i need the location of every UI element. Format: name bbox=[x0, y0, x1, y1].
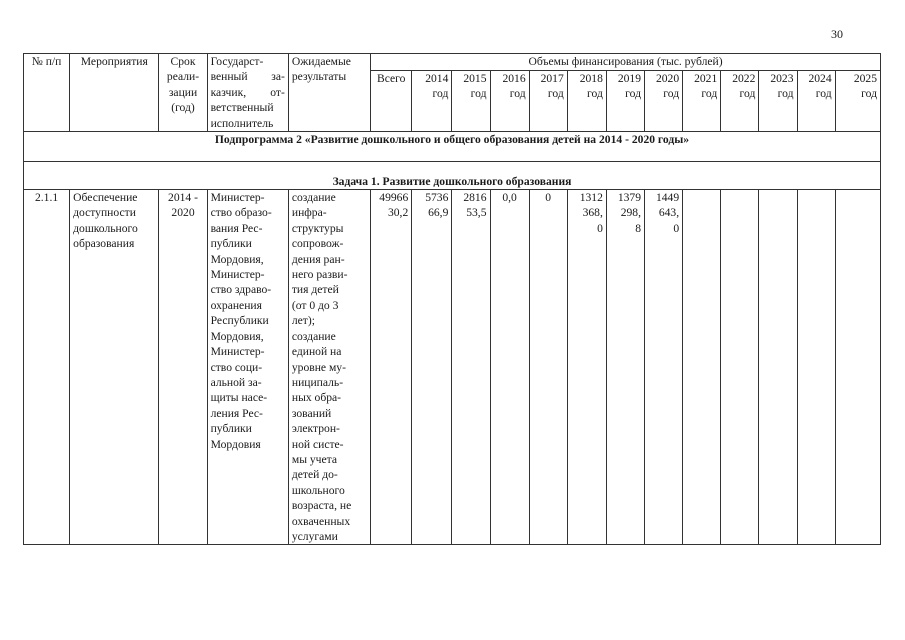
results-line: уровне му- bbox=[291, 360, 346, 374]
page-number: 30 bbox=[831, 27, 843, 41]
row-term: 2014 - 2020 bbox=[159, 190, 207, 545]
header-year-2023: 2023 год bbox=[759, 70, 797, 131]
results-line: сопровож- bbox=[291, 237, 344, 251]
header-event: Мероприятия bbox=[70, 54, 159, 132]
header-year-2014: 2014 год bbox=[412, 70, 452, 131]
value-2022 bbox=[721, 190, 759, 545]
header-year-2025: 2025 год bbox=[835, 70, 880, 131]
table-row bbox=[24, 190, 881, 545]
customer-line: ления Рес- bbox=[210, 406, 263, 420]
customer-line: альной за- bbox=[210, 375, 262, 389]
results-line: услугами bbox=[291, 529, 338, 543]
customer-line: Министер- bbox=[210, 345, 265, 359]
header-term: Срок реали-зации (год) bbox=[159, 54, 207, 132]
header-year-2021: 2021 год bbox=[683, 70, 721, 131]
customer-line: Мордовия, bbox=[210, 252, 264, 266]
results-line: дения ран- bbox=[291, 252, 345, 266]
value-2024 bbox=[797, 190, 835, 545]
results-line: ных обра- bbox=[291, 391, 342, 405]
header-year-2024: 2024 год bbox=[797, 70, 835, 131]
results-line: создание bbox=[291, 191, 336, 205]
header-year-2020: 2020 год bbox=[645, 70, 683, 131]
customer-line: Министер- bbox=[210, 191, 265, 205]
customer-line: щиты насе- bbox=[210, 391, 268, 405]
customer-line: Министер- bbox=[210, 268, 265, 282]
header-year-2015: 2015 год bbox=[452, 70, 490, 131]
value-2016: 0,0 bbox=[490, 190, 529, 545]
header-total: Всего bbox=[371, 70, 412, 131]
row-num: 2.1.1 bbox=[24, 190, 70, 545]
value-2025 bbox=[835, 190, 880, 545]
results-line: структуры bbox=[291, 221, 344, 235]
results-line: зований bbox=[291, 406, 332, 420]
funding-table bbox=[23, 53, 881, 545]
customer-line: охранения bbox=[210, 298, 262, 312]
header-customer: Государст-венный за-казчик, от-ветственный исполнитель bbox=[207, 54, 288, 132]
value-2017: 0 bbox=[529, 190, 567, 545]
header-year-2019: 2019 год bbox=[606, 70, 644, 131]
customer-line: ство образо- bbox=[210, 206, 272, 220]
value-2023 bbox=[759, 190, 797, 545]
results-line: создание bbox=[291, 329, 336, 343]
row-customer bbox=[207, 190, 288, 545]
customer-line: ство здраво- bbox=[210, 283, 272, 297]
row-results bbox=[288, 190, 370, 545]
value-2015: 2816 53,5 bbox=[452, 190, 490, 545]
results-line: охваченных bbox=[291, 514, 351, 528]
results-line: инфра- bbox=[291, 206, 327, 220]
value-2020: 1449 643, 0 bbox=[645, 190, 683, 545]
subprogram-title: Подпрограмма 2 «Развитие дошкольного и общего образования детей на 2014 - 2020 годы» bbox=[24, 132, 881, 162]
value-2014: 5736 66,9 bbox=[412, 190, 452, 545]
customer-line: Мордовия bbox=[210, 437, 261, 451]
customer-line: Мордовия, bbox=[210, 329, 264, 343]
results-line: детей до- bbox=[291, 468, 338, 482]
customer-line: публики bbox=[210, 237, 252, 251]
results-line: школьного bbox=[291, 483, 345, 497]
header-year-2017: 2017 год bbox=[529, 70, 567, 131]
header-funding-title: Объемы финансирования (тыс. рублей) bbox=[371, 54, 881, 71]
results-line: него разви- bbox=[291, 268, 348, 282]
results-line: тия детей bbox=[291, 283, 339, 297]
header-results: Ожидаемые результаты bbox=[288, 54, 370, 132]
results-line: электрон- bbox=[291, 422, 340, 436]
row-event: Обеспечение доступности дошкольного образования bbox=[70, 190, 159, 545]
results-line: ниципаль- bbox=[291, 375, 344, 389]
results-line: лет); bbox=[291, 314, 315, 328]
task-title: Задача 1. Развитие дошкольного образования bbox=[24, 162, 881, 190]
customer-line: Республики bbox=[210, 314, 269, 328]
value-2018: 1312 368, 0 bbox=[567, 190, 606, 545]
customer-line: ство соци- bbox=[210, 360, 263, 374]
header-num: № п/п bbox=[24, 54, 70, 132]
customer-line: вания Рес- bbox=[210, 221, 263, 235]
customer-line: публики bbox=[210, 422, 252, 436]
header-year-2022: 2022 год bbox=[721, 70, 759, 131]
results-line: мы учета bbox=[291, 452, 338, 466]
results-line: возраста, не bbox=[291, 499, 352, 513]
results-line: ной систе- bbox=[291, 437, 344, 451]
header-year-2016: 2016 год bbox=[490, 70, 529, 131]
header-year-2018: 2018 год bbox=[567, 70, 606, 131]
value-total: 49966 30,2 bbox=[371, 190, 412, 545]
results-line: (от 0 до 3 bbox=[291, 298, 339, 312]
results-line: единой на bbox=[291, 345, 342, 359]
value-2019: 1379 298, 8 bbox=[606, 190, 644, 545]
value-2021 bbox=[683, 190, 721, 545]
